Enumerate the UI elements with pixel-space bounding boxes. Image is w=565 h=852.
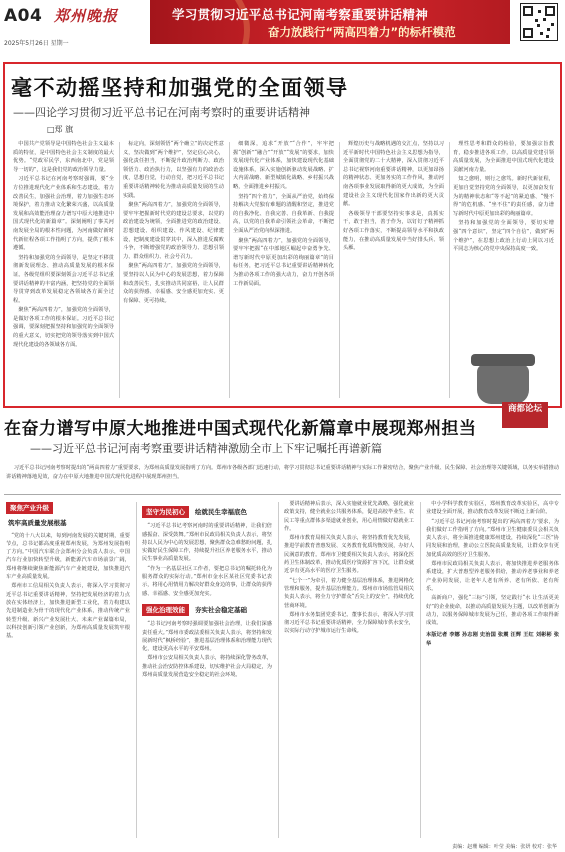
paragraph: 郑州市公安局相关负责人表示，将持续深化警务改革，推动社会治安防控体系建设，切实维护社会大局稳定，为郑州高质量发展营造安全稳定的社会环境。 (142, 655, 272, 679)
theme-banner (150, 0, 510, 44)
newspaper-logo[interactable]: 郑州晚报 (54, 7, 119, 25)
commentary-title[interactable]: 毫不动摇坚持和加强党的全面领导 (11, 76, 349, 100)
paragraph: 郑州市民政局相关负责人表示，将加快推进养老服务体系建设，扩大普惠型养老服务供给，推动养老事业和养老产业协同发展，让老年人老有所养、老有所依、老有所乐。 (426, 561, 559, 592)
column-divider (278, 502, 279, 838)
paragraph: 坚持和加强党的全面领导，是坚定不移贯彻新发展理念、推动高质量发展的根本保证。各级党组织要深刻领会习近平总书记重要讲话精神的丰富内涵，把坚持党的全面领导贯穿到改革发展稳定各领域各方面全过程。 (13, 254, 114, 304)
paragraph: 聚焦“两高四着力”，加强党的全面领导，是做好各项工作的根本保证。习近平总书记强调，要深刻把握坚持和加强党的全面领导的重大意义，切实把党的领导落实到中国式现代化建设的各领域各方面。 (13, 307, 114, 348)
paragraph: 标定向，深刻领悟“两个确立”的决定性意义，坚决做到“两个维护”，坚定信心决心，强化责任担当，不断提升政治判断力、政治领悟力、政治执行力，以坚强有力的政治态度，思想自觉，行动自觉，把习近平总书记重要讲话精神转化为推动高质量发展的生动实践。 (123, 141, 224, 199)
column-divider (339, 142, 340, 398)
column-divider (119, 142, 120, 398)
paragraph: 聚焦“两高四着力”，加强党的全面领导，要牢牢把握“在中部地区崛起中奋勇争先、谱写新时代中原更加出彩的绚丽篇章”的目标任务，把习近平总书记重要讲话精神转化为推动各项工作的强大动力，奋力开创各项工作新局面。 (233, 237, 334, 287)
banner-line-1: 学习贯彻习近平总书记河南考察重要讲话精神 (172, 7, 429, 22)
section-header-governance (142, 604, 272, 616)
paragraph: 要讲话精神后表示，深入实施就业优先战略，强化就业政策支持，健全就业公共服务体系，促进高校毕业生、农民工等重点群体多渠道就业创业，用心用情做好稳就业工作。 (284, 501, 414, 532)
commentary-subtitle: ——四论学习贯彻习近平总书记在河南考察时的重要讲话精神 (13, 106, 310, 119)
section-divider (4, 494, 561, 495)
page-number: A04 (4, 6, 43, 26)
body-column (233, 140, 334, 402)
section-heading-livelihood: 绘就民生幸福底色 (195, 508, 247, 516)
body-column (142, 500, 272, 842)
article-title[interactable]: 在奋力谱写中原大地推进中国式现代化新篇章中展现郑州担当 (4, 419, 477, 439)
commentary-byline: □郑 旗 (47, 125, 74, 134)
column-divider (420, 502, 421, 838)
section-heading-industry: 筑牢高质量发展根基 (8, 519, 67, 528)
body-column (426, 500, 559, 842)
column-stamp: 商都论坛 (502, 402, 548, 428)
paragraph: 习近平总书记在河南考察时强调，要“全方位推进现代化产业体系和生态建设，着力改善民生，加强社会治理，着力加强生态环境保护，着力推动文化繁荣兴盛，以高质量发展和高效能治理奋力谱写中原大地推进中国式现代化的新篇章”。深刻阐明了事关河南发展全局的根本性问题，为河南做好新时代新征程各项工作指明了方向，提供了根本遵循。 (13, 176, 114, 252)
paragraph: 坚持“四个着力”，全面从严治党，始终保持解决大党独有难题的清醒和坚定，推进党的自我净化、自我完善、自我革新、自我提高，以党的自我革命引领社会革命，不断把全面从严治党向纵深推进。 (233, 193, 334, 234)
commentary-box (3, 62, 562, 414)
paragraph: 中小学科学教育实验区，郑州教育改革实验区，高中专业建设全面开展，推动教育改革发展不断迈上新台阶。 (426, 501, 559, 516)
paragraph: 郑州市教育局相关负责人表示，将坚持教育优先发展，推进学前教育普惠发展、义务教育优质均衡发展，办好人民满意的教育。郑州市卫健委相关负责人表示，将深化医药卫生体制改革，推动优质医疗资源扩容下沉，让群众就近享有更高水平的医疗卫生服务。 (284, 535, 414, 575)
paragraph: 辉煌历史与战略机遇的交汇点，坚持以习近平新时代中国特色社会主义思想为指导，全面贯彻党的二十大精神，深入贯彻习近平总书记视察河南重要讲话精神，以更加昂扬的精神状态、更加务实的工作作风，推动河南各项事业发展取得新的更大成效，为全面建设社会主义现代化国家作出新的更大贡献。 (343, 141, 444, 208)
reporter-byline: 本版记者 李娜 孙志刚 史治国 张震 汪辉 王红 刘彬彬 张华 (426, 632, 559, 647)
paragraph: 郑州市水务集团党委书记、董事长表示，将深入学习贯彻习近平总书记重要讲话精神，全力保障城市供水安全，以实际行动守护城市运行生命线。 (284, 611, 414, 635)
paragraph: 高新商户，强化“三标”引领，坚定践行“水 让生活更美好”的企业使命，以推动高质量发展为主题，以改革创新为动力，以服务保障城市发展为己任，推动各项工作取得新成效。 (426, 595, 559, 627)
body-column (453, 140, 554, 354)
section-label-livelihood: 坚守为民初心 (142, 506, 189, 518)
paragraph: 郑州市工信局相关负责人表示，将深入学习贯彻习近平总书记重要讲话精神，坚持把发展经济的着力点放在实体经济上，加快推进新型工业化，着力构建以先进制造业为骨干的现代化产业体系，推动传统产业转型升级、新兴产业发展壮大、未来产业谋篇布局，以科技创新引领产业创新，为郑州高质量发展筑牢根基。 (6, 583, 130, 640)
paragraph: “习近平总书记河南考察时提出的‘两高四着力’要求，为我们做好工作指明了方向。”郑州市卫生健康委员会相关负责人表示，将全面推进健康郑州建设，持续深化“三医”协同发展和治理，推动公立医院高质量发展，让群众享有更加优质高效的医疗卫生服务。 (426, 518, 559, 558)
masthead (0, 0, 565, 52)
paragraph: “总书记河南考察时强调要加强社会治理，让我们深感责任重大。”郑州市委政法委相关负责人表示，将坚持和发展新时代“枫桥经验”，推进基层治理体系和治理能力现代化，建设更高水平的平安郑州。 (142, 621, 272, 653)
banner-line-2: 奋力放践行“两高四着力”的标杆模范 (268, 25, 456, 39)
body-column (123, 140, 224, 402)
body-column (284, 500, 414, 842)
article-subtitle: ——习近平总书记河南考察重要讲话精神激励全市上下牢记嘱托再谱新篇 (30, 442, 382, 455)
body-column (343, 140, 444, 402)
body-column (13, 140, 114, 402)
editor-credits: 责编：赵珊 编辑：叶莹 美编：张妍 校对：张华 (452, 844, 557, 850)
paragraph: “作为一名基层社区工作者，要把总书记的嘱托转化为服务群众的实际行动。”郑州市金水区某社区党委书记表示，将用心用情用力解决好群众身边的事，让群众的获得感、幸福感、安全感更加充实。 (142, 565, 272, 597)
article-body (4, 500, 561, 842)
paragraph: 理性思考和群众的检验，要加强宗旨教育，稳步推进各项工作，以高质量党建引领高质量发展，为全面推进中国式现代化建设贡献河南力量。 (453, 141, 554, 173)
column-text (6, 532, 130, 641)
issue-date: 2025年5月26日 星期一 (4, 40, 69, 47)
body-column (6, 500, 130, 842)
paragraph: “七个一”为牵引，着力健全基层治理体系，推进网格化管理和服务，提升基层治理能力。郑州市市场监管局相关负责人表示，将全力守护群众“舌尖上的安全”，持续优化营商环境。 (284, 577, 414, 609)
column-divider (136, 502, 137, 838)
paragraph: 聚焦“两高四着力”，加强党的全面领导，要牢牢把握新时代党的建设总要求，以党的政治建设为统领，全面推进党的政治建设、思想建设、组织建设、作风建设、纪律建设，把制度建设贯穿其中，深入推进反腐败斗争，不断增强党的政治领导力、思想引领力、群众组织力、社会号召力。 (123, 202, 224, 260)
article-lead: 习近平总书记河南考察时提出的“两高四着力”重要要求，为郑州高质量发展指明了方向。郑州市各级各部门迅速行动，将学习贯彻总书记重要讲话精神与实际工作紧密结合，聚焦产业升级、民生保障、社会治理等关键领域，以务实举措推动讲话精神落地见效，奋力在中原大地推进中国式现代化进程中展现郑州担当。 (6, 465, 559, 480)
paragraph: 各级领导干部要坚持实事求是，真抓实干，敢于担当，善于作为，以钉钉子精神抓好各项工作落实，不断提高领导水平和执政能力，在推动高质量发展中当好排头兵、领头雁。 (343, 210, 444, 252)
column-divider (449, 142, 450, 398)
section-heading-governance: 夯实社会稳定基础 (195, 605, 247, 614)
paragraph: “党的十八大以来，每到河南发展的关键时期，重要节点，总书记都高度重视郑州发展，为郑州发展指明了方向。”中国汽车联合会郑州分会负责人表示，中国汽车行业加快转型升级，新能源汽车市场前景广阔，郑州将继续聚焦新能源汽车产业链建设，加快推进汽车产业高质量发展。 (6, 532, 130, 581)
column-text (142, 620, 272, 679)
section-header-livelihood (142, 506, 272, 518)
paragraph: 细微深，追求“开放”“合作”，牢牢把握“创新”“融合”“开放”“发展”的要求，加快发展现代化产业体系，加快建设现代化基础设施体系，深入实施创新驱动发展战略、扩大内需战略、新型城镇化战略、乡村振兴战略，全面推进乡村振兴。 (233, 141, 334, 190)
section-label-governance: 强化治理效能 (142, 604, 189, 616)
bronze-vessel-icon (477, 364, 529, 404)
qr-code-icon[interactable] (520, 3, 558, 41)
paragraph: 坚持和加强党的全面领导，要切实增强“四个意识”，坚定“四个自信”，做到“两个维护”，在思想上政治上行动上同以习近平同志为核心的党中央保持高度一致。 (453, 220, 554, 253)
column-divider (229, 142, 230, 398)
paragraph: 中国共产党领导是中国特色社会主义最本质的特征，是中国特色社会主义制度的最大优势。“党政军民学，东西南北中，党是领导一切的”，这是我们党的政治领导力量。 (13, 141, 114, 173)
column-text (426, 500, 559, 648)
paragraph: 知之愈明，则行之愈笃。新时代新征程，更加自觉坚持党的全面领导，以更加奋发有为的精神状态和“等不起”的紧迫感、“慢不得”的危机感、“坐不住”的责任感，奋力谱写新时代中原更加出彩的绚丽篇章。 (453, 176, 554, 217)
section-label-industry: 聚焦产业升级 (6, 502, 53, 514)
paragraph: “习近平总书记考察河南时的重要讲话精神，让我们倍感振奋、深受鼓舞。”郑州市民政局相关负责人表示，将坚持以人民为中心的发展思想，聚焦群众急难愁盼问题，扎实做好民生保障工作，持续提升社区养老服务水平，推动民生事业高质量发展。 (142, 523, 272, 563)
column-text (142, 522, 272, 598)
paragraph: 聚焦“两高四着力”，加强党的全面领导，要坚持以人民为中心的发展思想，着力保障和改善民生，扎实推动共同富裕，让人民群众的获得感、幸福感、安全感更加充实、更有保障、更可持续。 (123, 263, 224, 304)
column-text (284, 500, 414, 636)
